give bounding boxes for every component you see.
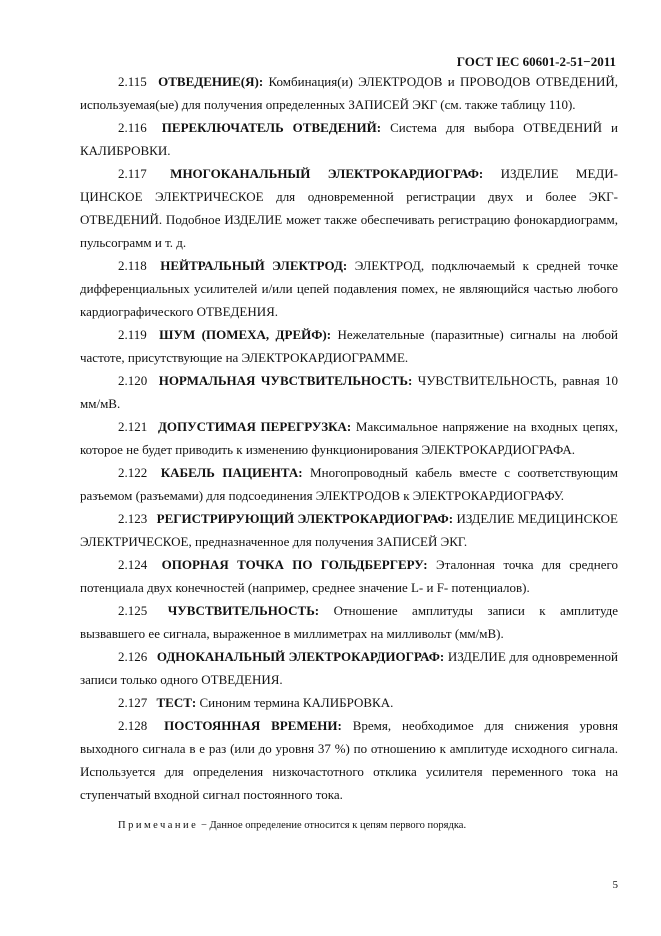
clause-number: 2.121	[118, 419, 148, 434]
clause-number: 2.115	[118, 74, 147, 89]
definition-text: Многопроводный кабель вместе с соответствующим разъемом (разъемами) для подсоединения ЭЛЕКТРОДОВ к ЭЛЕКТРОКАРДИОГРАФУ.	[80, 465, 619, 503]
definition-text: Максимальное напряжение на входных цепях, которое не будет приводить к изменению функционирования ЭЛЕКТРОКАРДИОГРАФА.	[80, 419, 618, 457]
clause-number: 2.116	[118, 120, 147, 135]
document-header: ГОСТ IEC 60601-2-51−2011	[456, 54, 616, 69]
definition-text: Нежелательные (паразитные) сигналы на любой частоте, присутствующие на ЭЛЕКТРОКАРДИОГРАММЕ.	[80, 327, 618, 365]
definition-text: Комбинация(и) ЭЛЕКТРОДОВ и ПРОВОДОВ ОТВЕДЕНИЙ, используемая(ые) для получения определенных ЗАПИСЕЙ ЭКГ (см. также таблицу 110).	[80, 74, 619, 112]
definition-entry	[80, 691, 618, 714]
clause-number: 2.122	[118, 465, 148, 480]
definition-entry	[80, 70, 618, 116]
clause-number: 2.126	[118, 649, 148, 664]
definition-text: ЭЛЕКТРОД, подключаемый к средней точке дифференциальных усилителей и/или цепей подавления помех, не являющийся частью любого кардиографического ОТВЕДЕНИЯ.	[80, 258, 619, 319]
definition-entry	[80, 507, 618, 553]
page-number: 5	[612, 879, 618, 891]
definition-text: Время, необходимое для снижения уровня выходного сигнала в е раз (или до уровня 37 %) по отношению к амплитуде исходного сигнала. Используется для определения низкочастотного отклика усилителя переменного тока на ступенчатый входной сигнал постоянного тока.	[80, 718, 619, 802]
definition-entry	[80, 162, 618, 254]
definition-text: Система для выбора ОТВЕДЕНИЙ и КАЛИБРОВКИ.	[80, 120, 619, 158]
term: НЕЙТРАЛЬНЫЙ ЭЛЕКТРОД:	[160, 258, 348, 273]
definition-text: ИЗДЕЛИЕ для одновременной записи только одного ОТВЕДЕНИЯ.	[80, 649, 619, 687]
term: РЕГИСТРИРУЮЩИЙ ЭЛЕКТРОКАРДИОГРАФ:	[156, 511, 454, 526]
clause-number: 2.127	[118, 695, 148, 710]
term: КАБЕЛЬ ПАЦИЕНТА:	[160, 465, 303, 480]
clause-number: 2.125	[118, 603, 148, 618]
term: ОДНОКАНАЛЬНЫЙ ЭЛЕКТРОКАРДИОГРАФ:	[156, 649, 445, 664]
term: ПЕРЕКЛЮЧАТЕЛЬ ОТВЕДЕНИЙ:	[161, 120, 382, 135]
definition-entry	[80, 116, 618, 162]
definition-text: ИЗДЕЛИЕ МЕДИ-ЦИНСКОЕ ЭЛЕКТРИЧЕСКОЕ для одновременной регистрации двух и более ЭКГ-ОТВЕДЕНИЙ. Подобное ИЗДЕЛИЕ может также обеспечивать регистрацию фонокардиограмм, пульсограмм и т. д.	[80, 166, 619, 250]
clause-number: 2.118	[118, 258, 147, 273]
definition-entry	[80, 369, 618, 415]
clause-number: 2.119	[118, 327, 147, 342]
definition-entry	[80, 714, 618, 806]
definition-entry	[80, 599, 618, 645]
clause-number: 2.124	[118, 557, 148, 572]
term: ШУМ (ПОМЕХА, ДРЕЙФ):	[159, 327, 332, 342]
term: ОТВЕДЕНИЕ(Я):	[158, 74, 264, 89]
term: ПОСТОЯННАЯ ВРЕМЕНИ:	[164, 718, 342, 733]
definition-text: Отношение амплитуды записи к амплитуде вызвавшего ее сигнала, выраженное в миллиметрах на милливольт (мм/мВ).	[80, 603, 619, 641]
definition-entry	[80, 553, 618, 599]
definition-text: ЧУВСТВИТЕЛЬНОСТЬ, равная 10 мм/мВ.	[80, 373, 619, 411]
definition-entry	[80, 323, 618, 369]
definition-entry	[80, 415, 618, 461]
term: МНОГОКАНАЛЬНЫЙ ЭЛЕКТРОКАРДИОГРАФ:	[170, 166, 484, 181]
note-label: Примечание	[118, 820, 199, 831]
term: ЧУВСТВИТЕЛЬНОСТЬ:	[167, 603, 320, 618]
definition-text: ИЗДЕЛИЕ МЕДИЦИНСКОЕ ЭЛЕКТРИЧЕСКОЕ, предназначенное для получения ЗАПИСЕЙ ЭКГ.	[80, 511, 618, 549]
definition-entry	[80, 645, 618, 691]
term: ТЕСТ:	[156, 695, 197, 710]
definition-text: Эталонная точка для среднего потенциала двух конечностей (например, среднее значение L- и F- потенциалов).	[80, 557, 619, 595]
definition-text: Синоним термина КАЛИБРОВКА.	[199, 695, 394, 710]
clause-number: 2.123	[118, 511, 148, 526]
term: ОПОРНАЯ ТОЧКА ПО ГОЛЬДБЕРГЕРУ:	[161, 557, 428, 572]
term: НОРМАЛЬНАЯ ЧУВСТВИТЕЛЬНОСТЬ:	[158, 373, 413, 388]
definitions-section	[80, 70, 618, 834]
clause-number: 2.120	[118, 373, 148, 388]
clause-number: 2.117	[118, 166, 147, 181]
note	[80, 818, 618, 834]
note-text: − Данное определение относится к цепям первого порядка.	[200, 820, 467, 831]
term: ДОПУСТИМАЯ ПЕРЕГРУЗКА:	[157, 419, 352, 434]
definition-entry	[80, 461, 618, 507]
clause-number: 2.128	[118, 718, 148, 733]
definition-entry	[80, 254, 618, 323]
